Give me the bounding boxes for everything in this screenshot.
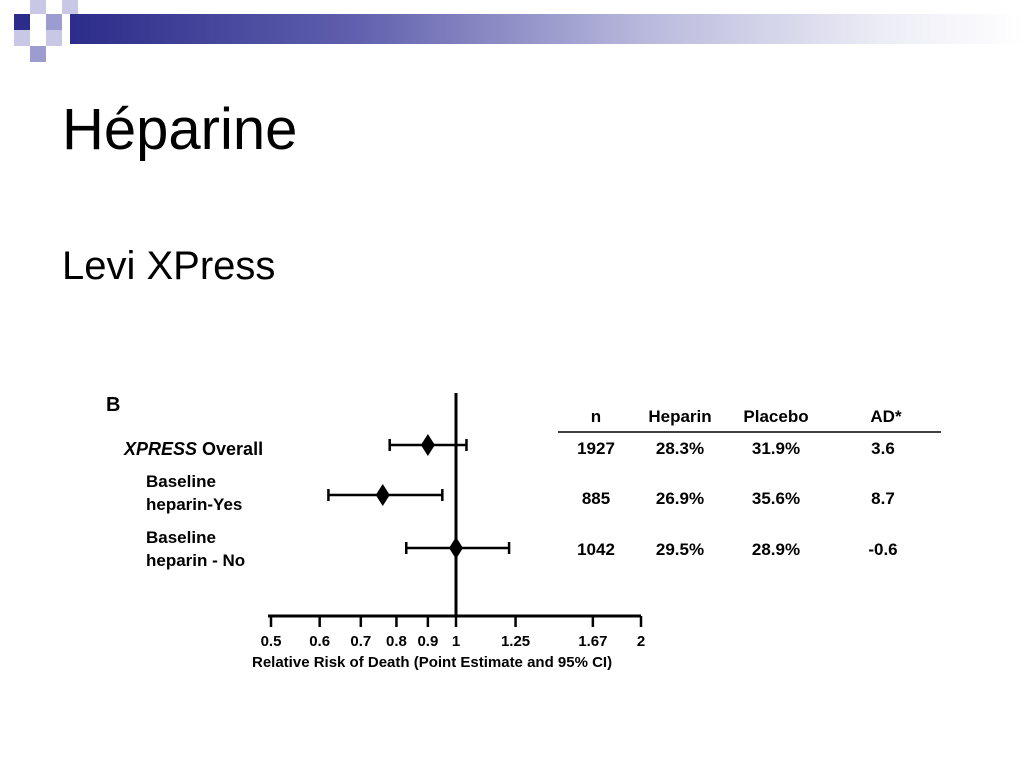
table-cell: 8.7 xyxy=(871,489,895,508)
table-cell: 26.9% xyxy=(655,489,705,508)
x-tick-label: 2 xyxy=(636,633,646,650)
table-header-heparin: Heparin xyxy=(648,407,712,426)
table-cell: 1927 xyxy=(577,439,615,458)
table-cell: 28.9% xyxy=(751,540,801,559)
point-estimate xyxy=(449,537,463,559)
table-header-n: n xyxy=(590,407,602,426)
row-label-yes-line1: Baseline xyxy=(146,472,216,491)
x-tick-label: 0.5 xyxy=(260,633,282,650)
table-cell: 29.5% xyxy=(655,540,705,559)
panel-label: B xyxy=(106,394,121,416)
x-tick-label: 0.8 xyxy=(386,633,407,650)
point-estimate xyxy=(376,484,390,506)
x-tick-label: 0.7 xyxy=(350,633,372,650)
row-label-no-line2: heparin - No xyxy=(146,551,246,570)
table-cell: 28.3% xyxy=(655,439,705,458)
row-label-yes-line2: heparin-Yes xyxy=(146,495,243,514)
table-cell: -0.6 xyxy=(868,540,898,559)
table-cell: 31.9% xyxy=(751,439,801,458)
x-axis-label: Relative Risk of Death (Point Estimate and 95% CI) xyxy=(252,654,613,671)
row-label-overall-italic: XPRESS xyxy=(124,439,198,459)
table-cell: 3.6 xyxy=(871,439,895,458)
row-label-overall-text: Overall xyxy=(197,439,264,459)
point-estimate xyxy=(421,434,435,456)
x-tick-label: 0.6 xyxy=(309,633,331,650)
table-cell: 885 xyxy=(581,489,611,508)
plot-marks xyxy=(328,393,509,616)
table-header-placebo: Placebo xyxy=(743,407,809,426)
table-cell: 35.6% xyxy=(751,489,801,508)
x-tick-label: 1.25 xyxy=(500,633,531,650)
slide-subtitle: Levi XPress xyxy=(62,244,276,288)
x-tick-label: 0.9 xyxy=(417,633,439,650)
axis-ticks xyxy=(261,616,646,650)
x-tick-label: 1 xyxy=(451,633,461,650)
table-header-ad: AD* xyxy=(870,407,902,426)
table-cell: 1042 xyxy=(577,540,615,559)
row-label-overall xyxy=(123,439,263,459)
slide-title: Héparine xyxy=(62,97,298,162)
x-tick-label: 1.67 xyxy=(578,633,608,650)
row-label-no-line1: Baseline xyxy=(146,528,216,547)
